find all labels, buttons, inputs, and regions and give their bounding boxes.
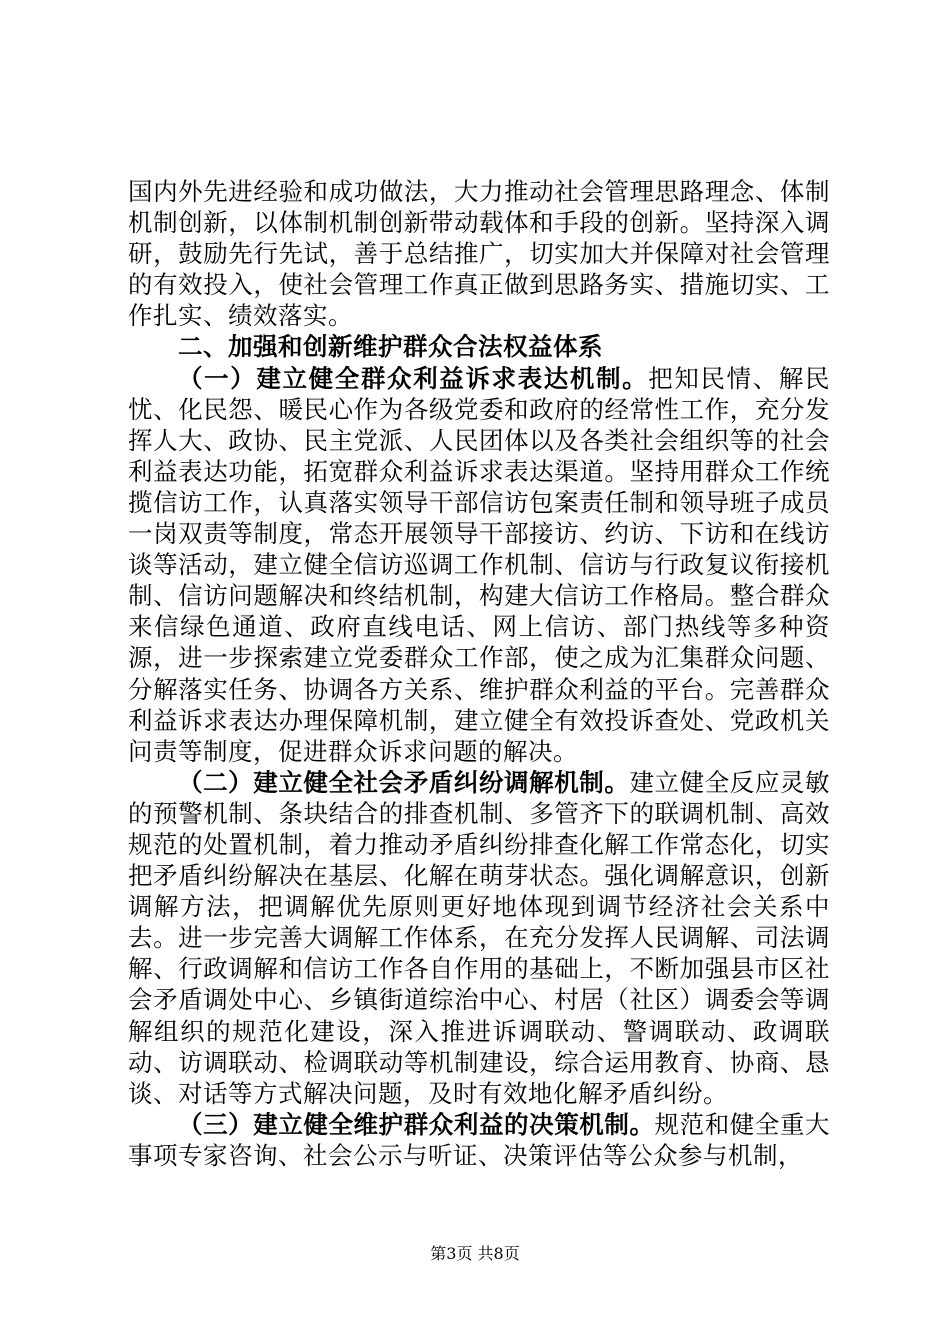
paragraph-item-3 (128, 1109, 830, 1171)
document-body (128, 176, 830, 1171)
page-number-label: 第3页 共8页 (430, 1244, 520, 1263)
paragraph-lead: （一）建立健全群众利益诉求表达机制。 (178, 363, 649, 393)
paragraph-text: 把知民情、解民忧、化民怨、暖民心作为各级党委和政府的经常性工作，充分发挥人大、政协、民主党派、人民团体以及各类社会组织等的社会利益表达功能，拓宽群众利益诉求表达渠道。坚持用群众工作统揽信访工作，认真落实领导干部信访包案责任制和领导班子成员一岗双责等制度，常态开展领导干部接访、约访、下访和在线访谈等活动，建立健全信访巡调工作机制、信访与行政复议衔接机制、信访问题解决和终结机制，构建大信访工作格局。整合群众来信绿色通道、政府直线电话、网上信访、部门热线等多种资源，进一步探索建立党委群众工作部，使之成为汇集群众问题、分解落实任务、协调各方关系、维护群众利益的平台。完善群众利益诉求表达办理保障机制，建立健全有效投诉查处、党政机关问责等制度，促进群众诉求问题的解决。 (128, 363, 830, 766)
paragraph-lead: （三）建立健全维护群众利益的决策机制。 (178, 1109, 655, 1139)
paragraph-item-2 (128, 767, 830, 1109)
section-heading: 二、加强和创新维护群众合法权益体系 (178, 332, 603, 362)
paragraph-item-1 (128, 363, 830, 767)
page-footer (0, 1244, 950, 1264)
paragraph-continuation (128, 176, 830, 331)
paragraph-text: 建立健全反应灵敏的预警机制、条块结合的排查机制、多管齐下的联调机制、高效规范的处置机制，着力推动矛盾纠纷排查化解工作常态化，切实把矛盾纠纷解决在基层、化解在萌芽状态。强化调解意识，创新调解方法，把调解优先原则更好地体现到调节经济社会关系中去。进一步完善大调解工作体系，在充分发挥人民调解、司法调解、行政调解和信访工作各自作用的基础上，不断加强县市区社会矛盾调处中心、乡镇街道综治中心、村居（社区）调委会等调解组织的规范化建设，深入推进诉调联动、警调联动、政调联动、访调联动、检调联动等机制建设，综合运用教育、协商、恳谈、对话等方式解决问题，及时有效地化解矛盾纠纷。 (128, 767, 831, 1108)
paragraph-text: 规范和健全重大事项专家咨询、社会公示与听证、决策评估等公众参与机制， (128, 1109, 831, 1170)
paragraph-text: 国内外先进经验和成功做法，大力推动社会管理思路理念、体制机制创新，以体制机制创新带动载体和手段的创新。坚持深入调研，鼓励先行先试，善于总结推广，切实加大并保障对社会管理的有效投入，使社会管理工作真正做到思路务实、措施切实、工作扎实、绩效落实。 (128, 177, 830, 331)
paragraph-lead: （二）建立健全社会矛盾纠纷调解机制。 (178, 767, 630, 797)
